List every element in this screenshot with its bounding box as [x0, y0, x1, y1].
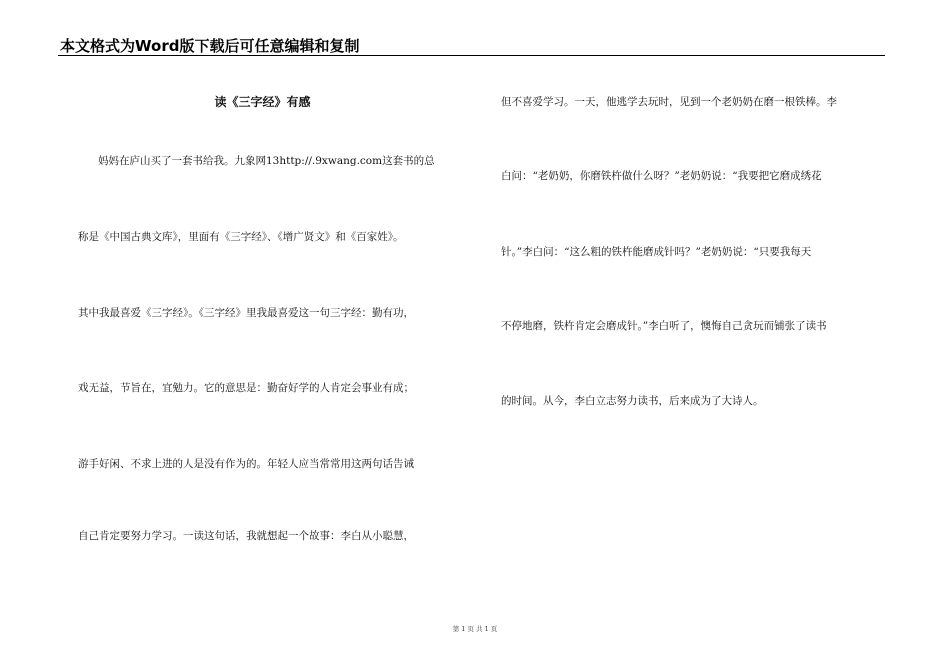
- right-line-2: 白问：“老奶奶，你磨铁杵做什么呀？”老奶奶说：“我要把它磨成绣花: [501, 170, 822, 182]
- right-line-4: 不停地磨，铁杵肯定会磨成针。”李白听了，懊悔自己贪玩而铺张了读书: [501, 320, 827, 332]
- right-line-5: 的时间。从今，李白立志努力读书，后来成为了大诗人。: [501, 395, 764, 407]
- left-line-1: 妈妈在庐山买了一套书给我。九象网13http://.9xwang.com这套书的总: [98, 155, 435, 167]
- left-line-5: 游手好闲、不求上进的人是没有作为的。年轻人应当常常用这两句话告诫: [78, 458, 414, 470]
- page-number: 第 1 页 共 1 页: [452, 625, 498, 633]
- right-line-1: 但不喜爱学习。一天，他逃学去玩时，见到一个老奶奶在磨一根铁棒。李: [501, 96, 837, 108]
- header-title: 本文格式为Word版下载后可任意编辑和复制: [60, 37, 360, 55]
- left-line-3: 其中我最喜爱《三字经》。《三字经》里我最喜爱这一句三字经：勤有功，: [78, 307, 414, 319]
- document-title: 读《三字经》有感: [214, 95, 311, 109]
- right-line-3: 针。”李白问：“这么粗的铁杵能磨成针吗？”老奶奶说：“只要我每天: [501, 246, 812, 258]
- left-line-4: 戏无益，节旨在，宜勉力。它的意思是：勤奋好学的人肯定会事业有成；: [78, 382, 414, 394]
- header-divider: [58, 55, 885, 56]
- left-line-2: 称是《中国古典文库》，里面有《三字经》、《增广贤文》和《百家姓》。: [78, 231, 404, 243]
- left-line-6: 自己肯定要努力学习。一读这句话，我就想起一个故事：李白从小聪慧，: [78, 530, 414, 542]
